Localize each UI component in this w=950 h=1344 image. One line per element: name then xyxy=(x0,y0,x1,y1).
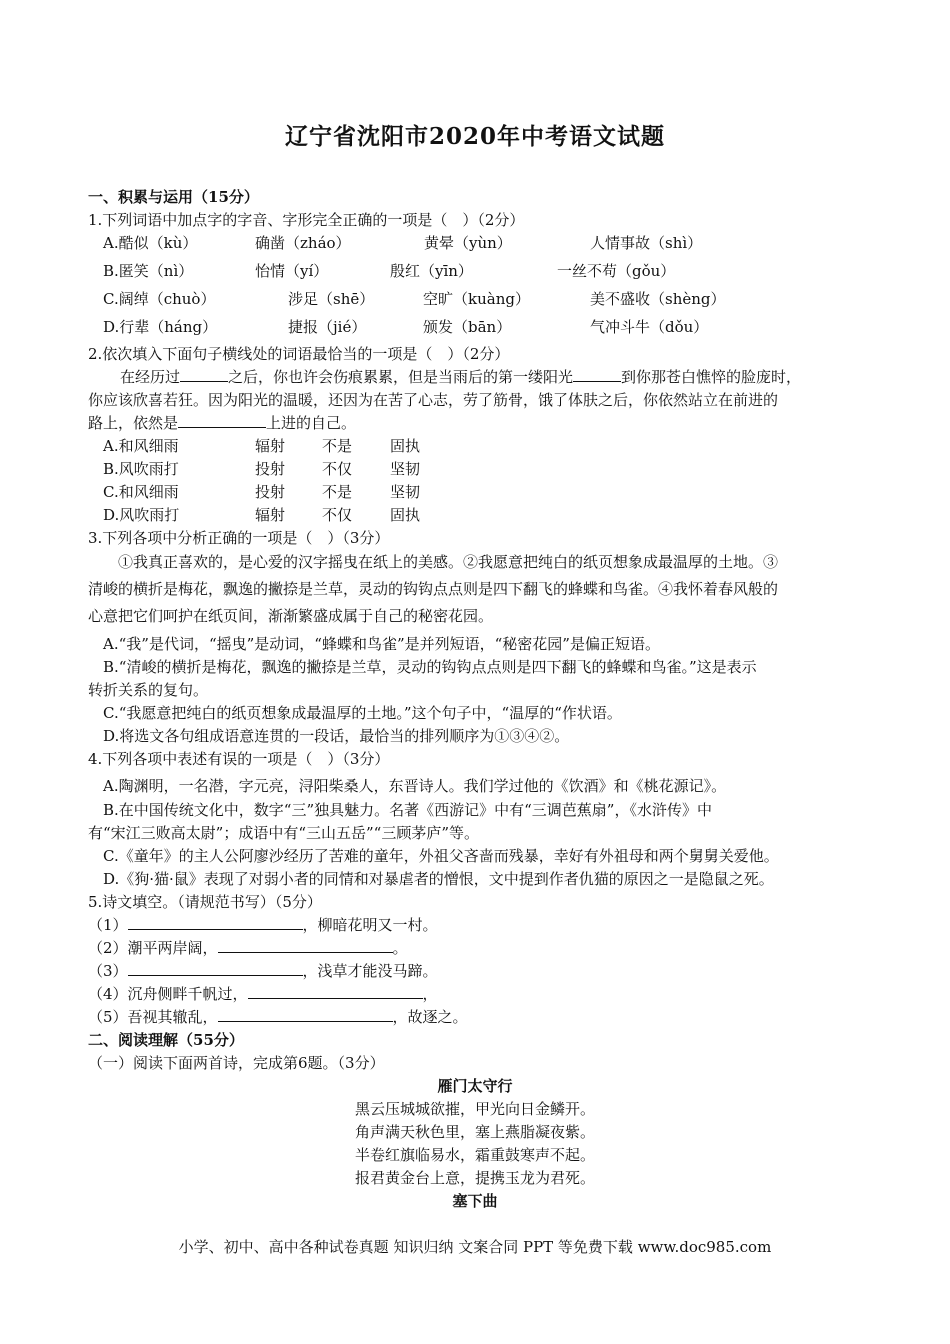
q3-option-a: A.“我”是代词，“摇曳”是动词，“蜂蝶和鸟雀”是并列短语，“秘密花园”是偏正短语。 xyxy=(103,635,660,653)
q5-line: （5）吾视其辙乱， ，故逐之。 xyxy=(88,1008,468,1026)
q1-option: 一丝不苟（gǒu） xyxy=(557,262,676,280)
q4-option-c: C.《童年》的主人公阿廖沙经历了苦难的童年，外祖父吝啬而残暴，幸好有外祖母和两个舅舅关爱他。 xyxy=(103,847,779,865)
q1-option: 黄晕（yùn） xyxy=(424,234,512,252)
q1-option: 确凿（zháo） xyxy=(255,234,351,252)
fill-blank[interactable] xyxy=(573,366,621,382)
q5-line: （1） ，柳暗花明又一村。 xyxy=(88,916,438,934)
q2-option: B.风吹雨打 xyxy=(103,460,179,478)
page-footer: 小学、初中、高中各种试卷真题 知识归纳 文案合同 PPT 等免费下载 www.doc985.com xyxy=(178,1238,772,1256)
poem-line: 黑云压城城欲摧，甲光向日金鳞开。 xyxy=(354,1100,595,1118)
q1-option: C.阔绰（chuò） xyxy=(103,290,216,308)
fill-blank[interactable] xyxy=(128,914,303,930)
q2-option: 不仅 xyxy=(322,460,353,478)
q2-option: C.和风细雨 xyxy=(103,483,179,501)
question-1-stem: 1.下列词语中加点字的字音、字形完全正确的一项是（ ）（2分） xyxy=(88,211,525,229)
question-4-stem: 4.下列各项中表述有误的一项是（ ）（3分） xyxy=(88,750,390,768)
q3-option-c: C.“我愿意把纯白的纸页想象成最温厚的土地。”这个句子中，“温厚的“作状语。 xyxy=(103,704,622,722)
q2-option: 不是 xyxy=(322,437,353,455)
section-heading: 一、积累与运用（15分） xyxy=(88,188,259,206)
q4-option-a: A.陶渊明，一名潜，字元亮，浔阳柴桑人，东晋诗人。我们学过他的《饮酒》和《桃花源记》。 xyxy=(103,777,727,795)
q2-option: 投射 xyxy=(255,460,286,478)
q1-option: 颁发（bān） xyxy=(423,318,512,336)
q5-line: （3） ，浅草才能没马蹄。 xyxy=(88,962,438,980)
fill-blank[interactable] xyxy=(178,412,266,428)
q3-passage-line: 心意把它们呵护在纸页间，渐渐繁盛成属于自己的秘密花园。 xyxy=(88,607,494,625)
q1-option: 殷红（yīn） xyxy=(390,262,473,280)
q5-line: （2）潮平两岸阔， 。 xyxy=(88,939,408,957)
q1-option: 怡情（yí） xyxy=(255,262,329,280)
fill-blank[interactable] xyxy=(180,366,228,382)
q2-option: 固执 xyxy=(390,506,421,524)
q1-option: A.酷似（kù） xyxy=(103,234,198,252)
q2-option: 坚韧 xyxy=(390,460,421,478)
section-heading: 二、阅读理解（55分） xyxy=(88,1031,244,1049)
q2-option: 坚韧 xyxy=(390,483,421,501)
q2-passage-line: 你应该欣喜若狂。因为阳光的温暖，还因为在苦了心志，劳了筋骨，饿了体肤之后，你依然站立在前进的 xyxy=(88,391,779,409)
q2-passage-line: 路上，依然是 上进的自己。 xyxy=(88,414,357,432)
q4-option-b-cont: 有“宋江三败高太尉”；成语中有“三山五岳”“三顾茅庐”等。 xyxy=(88,824,480,842)
poem-title: 雁门太守行 xyxy=(437,1077,513,1095)
q4-option-d: D.《狗·猫·鼠》表现了对弱小者的同情和对暴虐者的憎恨，文中提到作者仇猫的原因之一是隐鼠之死。 xyxy=(103,870,774,888)
fill-blank[interactable] xyxy=(218,937,393,953)
poem-line: 角声满天秋色里，塞上燕脂凝夜紫。 xyxy=(354,1123,595,1141)
fill-blank[interactable] xyxy=(128,960,303,976)
q2-option: A.和风细雨 xyxy=(103,437,179,455)
q2-option: 不仅 xyxy=(322,506,353,524)
q3-option-b: B.“清峻的横折是梅花，飘逸的撇捺是兰草，灵动的钩钩点点则是四下翻飞的蜂蝶和鸟雀。”这是表示 xyxy=(103,658,757,676)
q1-option: B.匿笑（nì） xyxy=(103,262,194,280)
question-5-stem: 5.诗文填空。（请规范书写）（5分） xyxy=(88,893,322,911)
q3-passage-line: 清峻的横折是梅花，飘逸的撇捺是兰草，灵动的钩钩点点则是四下翻飞的蜂蝶和鸟雀。④我怀着春风般的 xyxy=(88,580,779,598)
q1-option: 涉足（shē） xyxy=(288,290,375,308)
fill-blank[interactable] xyxy=(248,983,423,999)
reading-part-intro: （一）阅读下面两首诗，完成第6题。（3分） xyxy=(88,1054,385,1072)
question-2-stem: 2.依次填入下面句子横线处的词语最恰当的一项是（ ）（2分） xyxy=(88,345,510,363)
q2-option: D.风吹雨打 xyxy=(103,506,180,524)
q1-option: 人情事故（shì） xyxy=(590,234,703,252)
q2-option: 固执 xyxy=(390,437,421,455)
q1-option: 气冲斗牛（dǒu） xyxy=(590,318,709,336)
q2-option: 辐射 xyxy=(255,437,286,455)
q3-option-b-cont: 转折关系的复句。 xyxy=(88,681,209,699)
poem-line: 半卷红旗临易水，霜重鼓寒声不起。 xyxy=(354,1146,595,1164)
q5-line: （4）沉舟侧畔千帆过， ， xyxy=(88,985,438,1003)
exam-title: 辽宁省沈阳市2020年中考语文试题 xyxy=(284,123,665,150)
q1-option: D.行辈（háng） xyxy=(103,318,218,336)
q2-passage-line: 在经历过 之后，你也许会伤痕累累，但是当雨后的第一缕阳光 到你那苍白憔悴的脸庞时， xyxy=(120,368,802,386)
poem-title: 塞下曲 xyxy=(452,1192,498,1210)
q2-option: 辐射 xyxy=(255,506,286,524)
q1-option: 捷报（jié） xyxy=(288,318,367,336)
q2-option: 不是 xyxy=(322,483,353,501)
q4-option-b: B.在中国传统文化中，数字“三”独具魅力。名著《西游记》中有“三调芭蕉扇”，《水浒传》中 xyxy=(103,801,712,819)
q1-option: 空旷（kuàng） xyxy=(423,290,530,308)
fill-blank[interactable] xyxy=(218,1006,393,1022)
q3-option-d: D.将选文各句组成语意连贯的一段话，最恰当的排列顺序为①③④②。 xyxy=(103,727,570,745)
q2-option: 投射 xyxy=(255,483,286,501)
poem-line: 报君黄金台上意，提携玉龙为君死。 xyxy=(354,1169,595,1187)
question-3-stem: 3.下列各项中分析正确的一项是（ ）（3分） xyxy=(88,529,390,547)
q1-option: 美不盛收（shèng） xyxy=(590,290,726,308)
q3-passage-line: ①我真正喜欢的，是心爱的汉字摇曳在纸上的美感。②我愿意把纯白的纸页想象成最温厚的土地。③ xyxy=(118,553,779,571)
